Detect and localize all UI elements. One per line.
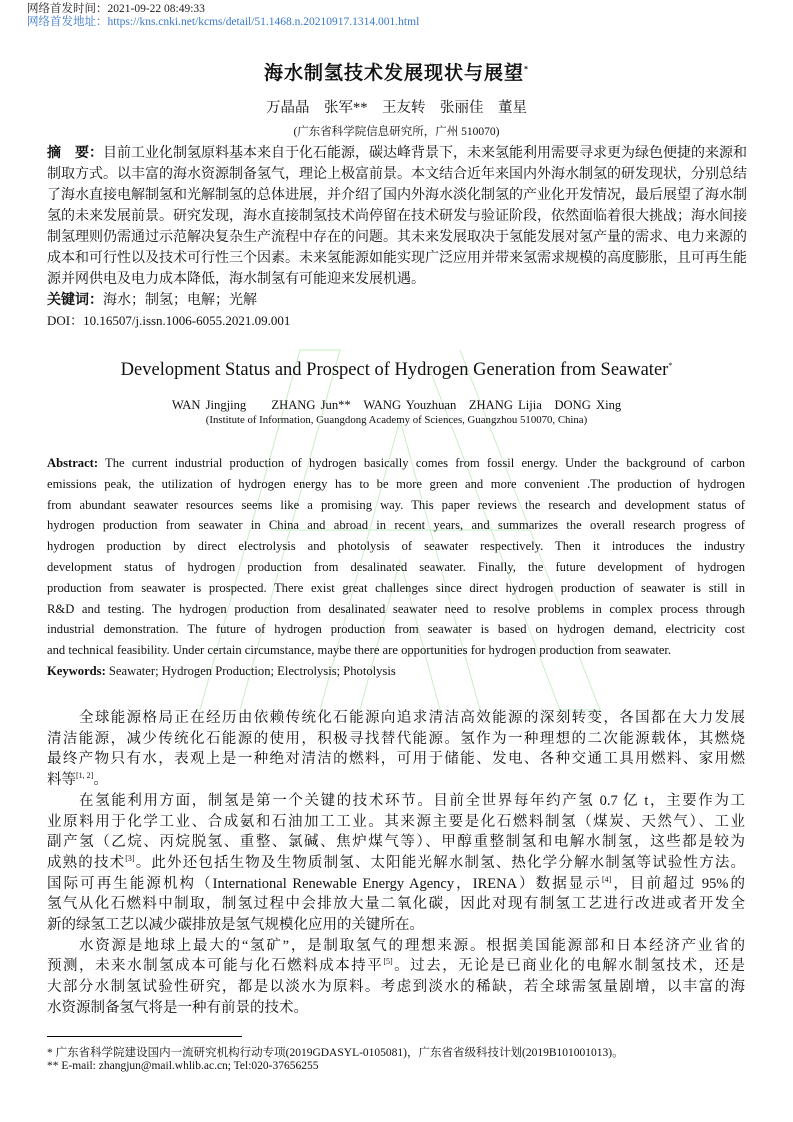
body-line	[47, 892, 745, 913]
abstract-line	[47, 226, 745, 246]
body-line	[47, 727, 745, 748]
abstract-line-text: R&D and testing. The hydrogen production from desalinated seawater need to resolve problems in complex process through	[47, 601, 745, 616]
body-text-segment: 业原料用于化学工业、合成氨和石油加工工业。其来源主要是化石燃料制氢（煤炭、天然气）、工业	[47, 813, 745, 830]
chinese-keywords: 关键词：海水；制氢；电解；光解	[47, 293, 257, 308]
body-text-segment: 清洁能源，减少传统化石能源的使用，积极寻找替代能源。氢作为一种理想的二次能源载体，其燃烧	[47, 730, 745, 747]
abstract-line	[47, 518, 745, 533]
body-line	[47, 913, 745, 934]
body-text-segment: 。此外还包括生物及生物质制氢、太阳能光解水制氢、热化学分解水制氢等试验性方法。	[134, 854, 746, 871]
citation-ref: [3]	[125, 854, 135, 864]
abstract-line-text: and technical feasibility. Under certain circumstance, maybe there are opportunities for hydrogen production from seawater.	[47, 643, 672, 658]
chinese-title: 海水制氢技术发展现状与展望*	[263, 63, 529, 84]
abstract-line	[47, 539, 745, 554]
abstract-line-text: 了海水直接电解制氢和光解制氢的总体进展，并介绍了国内外海水淡化制氢的产业化开发情况，最后展望了海水制	[47, 188, 747, 203]
abstract-line-text: 制氢理则仍需通过示范解决复杂生产流程中存在的问题。其未来发展取决于氢能发展对氢产量的需求、电力来源的	[47, 230, 747, 245]
body-text-segment: 水资源制备氢气将是一种有前景的技术。	[47, 999, 308, 1016]
body-text-segment: 国际可再生能源机构（International Renewable Energy Agency，IRENA）数据显示	[47, 875, 602, 892]
body-line	[47, 747, 745, 768]
abstract-line-text: 成本和可行性以及技术可行性三个因素。未来氢能源如能实现广泛应用并带来氢需求规模的高度膨胀，且可再生能	[47, 251, 747, 266]
body-text-segment: 在氢能利用方面，制氢是第一个关键的技术环节。目前全世界每年约产氢 0.7 亿 t，主要作为工	[79, 792, 745, 809]
body-text-segment: 全球能源格局正在经历由依赖传统化石能源向追求清洁高效能源的深刻转变，各国都在大力发展	[79, 710, 745, 726]
abstract-line	[47, 581, 745, 596]
footnote-divider	[47, 1036, 242, 1037]
english-affiliation: (Institute of Information, Guangdong Academy of Sciences, Guangzhou 510070, China)	[205, 414, 588, 426]
body-text-segment: 。	[93, 772, 108, 789]
body-line	[79, 789, 745, 810]
body-text-segment: 氢气从化石燃料中制取，制氢过程中会排放大量二氧化碳，因此对现有制氢工艺进行改进或者开发全	[47, 896, 745, 913]
chinese-authors: 万晶晶 张军** 王友转 张丽佳 董星	[266, 100, 527, 116]
body-text-segment: 副产氢（乙烷、丙烷脱氢、重整、氯碱、焦炉煤气等）、甲醇重整制氢和电解水制氢，这些都是较为	[47, 834, 745, 851]
abstract-line	[47, 456, 745, 471]
english-keywords: Keywords: Seawater; Hydrogen Production; Electrolysis; Photolysis	[47, 664, 396, 678]
abstract-line-text: 源并网供电及电力成本降低，海水制氢有可能迎来发展机遇。	[47, 272, 425, 287]
abstract-line	[47, 643, 745, 658]
body-text-segment: 料等	[47, 772, 76, 789]
body-line	[47, 768, 745, 789]
footnote-contact: ** E-mail: zhangjun@mail.whlib.ac.cn; Tel:020-37656255	[47, 1060, 319, 1072]
abstract-line-text: emissions peak, the utilization of hydrogen energy has to be more green and more convenient .The production of hydrogen	[47, 476, 745, 491]
doi: DOI：10.16507/j.issn.1006-6055.2021.09.001	[47, 313, 291, 328]
body-text-segment: ，目前超过 95%的	[611, 875, 746, 892]
abstract-line	[47, 602, 745, 617]
body-text-segment: 大部分水制氢试验性研究，都是以淡水为原料。考虑到淡水的稀缺，若全球需氢量剧增，以丰富的海	[47, 979, 745, 996]
body-line	[47, 830, 745, 851]
abstract-line-text: 目前工业化制氢原料基本来自于化石能源，碳达峰背景下，未来氢能利用需要寻求更为绿色便捷的来源和	[103, 146, 747, 161]
body-line	[47, 810, 745, 831]
abstract-line	[47, 268, 745, 288]
english-title: Development Status and Prospect of Hydrogen Generation from Seawater*	[120, 360, 673, 380]
body-line	[47, 851, 745, 872]
body-text-segment: 预测，未来水制氢成本可能与化石燃料成本持平	[47, 958, 384, 975]
body-line	[79, 706, 745, 727]
abstract-line-text: 制取方式。以丰富的海水资源制备氢气，理论上极富前景。本文结合近年来国内外海水制氢的研发现状，分别总结	[47, 167, 747, 182]
abstract-line	[47, 498, 745, 513]
citation-ref: [1, 2]	[76, 771, 94, 781]
body-text-segment: 新的绿氢工艺以减少碳排放是氢气规模化应用的关键所在。	[47, 917, 424, 933]
english-authors: WAN Jingjing ZHANG Jun** WANG Youzhuan ZHANG Lijia DONG Xing	[171, 398, 622, 412]
chinese-affiliation: (广东省科学院信息研究所，广州 510070)	[293, 126, 500, 138]
abstract-line-text: from abundant seawater resources seems like a promising way. This paper reviews the research and development status of	[47, 497, 745, 512]
abstract-line	[47, 205, 745, 225]
abstract-line	[47, 622, 745, 637]
abstract-line-text: industrial demonstration. The future of hydrogen production from seawater is based on hydrogen demand, electricity cost	[47, 622, 745, 637]
citation-ref: [5]	[383, 957, 393, 967]
abstract-line	[47, 163, 745, 183]
body-text-segment: 。过去，无论是已商业化的电解水制氢技术，还是	[392, 958, 745, 975]
abstract-line-text: development status of hydrogen production from desalinated seawater. Finally, the future development of hydrogen	[47, 560, 745, 574]
abstract-line	[47, 142, 745, 162]
body-line	[47, 872, 745, 893]
online-publish-time: 网络首发时间：2021-09-22 08:49:33	[27, 3, 205, 15]
body-line	[47, 996, 745, 1017]
abstract-line-text: The current industrial production of hydrogen basically comes from fossil energy. Under the background of carbon	[98, 456, 745, 470]
online-publish-url[interactable]: 网络首发地址：https://kns.cnki.net/kcms/detail/51.1468.n.20210917.1314.001.html	[27, 16, 420, 28]
abstract-line-text: hydrogen production by direct electrolysis and photolysis of seawater respectively. Then it introduces the industry	[47, 539, 745, 554]
abstract-line-text: hydrogen production from seawater in China and abroad in recent years, and summarizes the overall research progress of	[47, 518, 745, 533]
abstract-line	[47, 247, 745, 267]
abstract-label: Abstract:	[47, 456, 99, 470]
abstract-line-text: production from seawater is prospected. There exist great challenges since direct hydrogen production of seawater is still in	[47, 580, 745, 595]
body-line	[47, 975, 745, 996]
body-line	[47, 954, 745, 975]
body-text-segment: 成熟的技术	[47, 854, 126, 871]
abstract-line	[47, 477, 745, 492]
body-line	[79, 934, 745, 955]
footnote-funding: * 广东省科学院建设国内一流研究机构行动专项(2019GDASYL-0105081)，广东省省级科技计划(2019B101001013)。	[47, 1047, 624, 1059]
citation-ref: [4]	[601, 874, 612, 884]
abstract-label: 摘 要：	[47, 146, 103, 161]
abstract-line-text: 氢的未来发展前景。研究发现，海水直接制氢技术尚停留在技术研发与验证阶段，依然面临着很大挑战；海水间接	[47, 209, 747, 224]
abstract-line	[47, 184, 745, 204]
body-text-segment: 最终产物只有水，表观上是一种绝对清洁的燃料，可用于储能、发电、各种交通工具用燃料、家用燃	[47, 751, 745, 768]
body-text-segment: 水资源是地球上最大的“氢矿”，是制取氢气的理想来源。根据美国能源部和日本经济产业省的	[79, 937, 745, 954]
abstract-line	[47, 560, 745, 575]
